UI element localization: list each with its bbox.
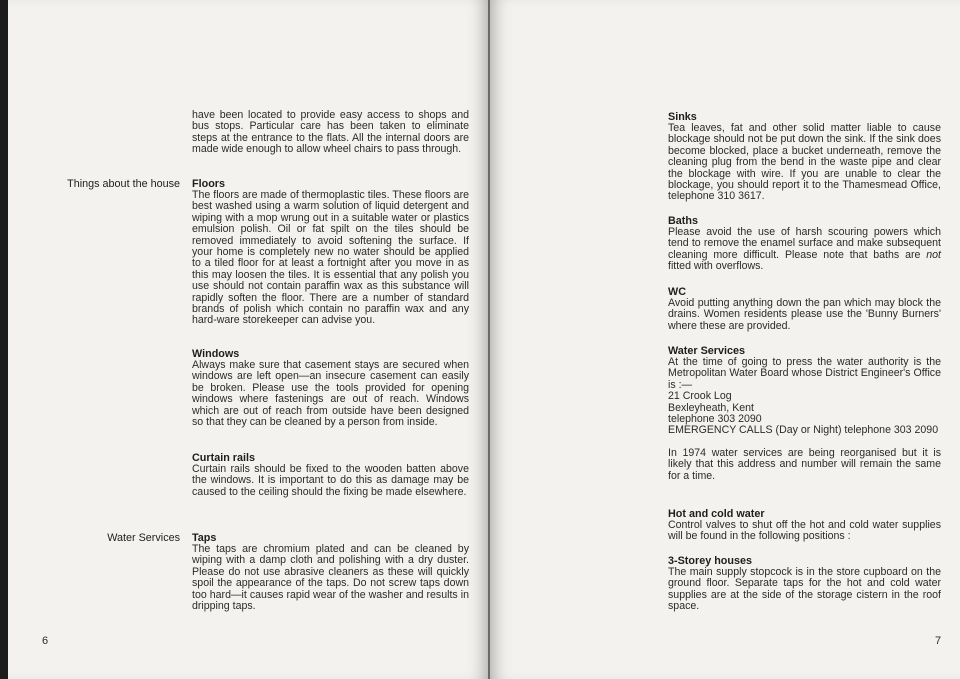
- floors-heading: Floors: [192, 178, 225, 190]
- baths-paragraph: [668, 227, 941, 273]
- windows-section: [192, 348, 469, 428]
- floors-section: [192, 178, 469, 327]
- sinks-section: [668, 111, 941, 203]
- sinks-paragraph: Tea leaves, fat and other solid matter liable to cause blockage should not be put down the sink. If the sink does become blocked, place a bucket underneath, remove the cleaning plug from the bend in the waste pipe and clear the blockage with wire. If you are unable to clear the blockage, you should report it to the Thamesmead Office, telephone 310 3617.: [668, 122, 941, 203]
- page-number-left: 6: [42, 635, 49, 647]
- right-text-column: [668, 0, 941, 679]
- left-binding-edge: [0, 0, 8, 679]
- wc-paragraph: Avoid putting anything down the pan which may block the drains. Women residents please use the 'Bunny Burners' where these are provided.: [668, 297, 941, 332]
- water-reorganisation-note: In 1974 water services are being reorganised but it is likely that this address and number will remain the same for a time.: [668, 446, 941, 482]
- emergency-calls: EMERGENCY CALLS (Day or Night) telephone 303 2090: [668, 424, 939, 437]
- windows-paragraph: Always make sure that casement stays are secured when windows are left open—an insecure casement can easily be broken. Please use the tools provided for opening windows where fastenings are out of reach. Windows which are out of reach from outside have been designed so that they can be cleaned by a person from inside.: [192, 359, 469, 429]
- taps-paragraph: The taps are chromium plated and can be cleaned by wiping with a damp cloth and polishing with a dry duster. Please do not use abrasive cleaners as these will quickly spoil the appearance of the taps. Do not screw taps down too hard—it causes rapid wear of the washer and results in dripping taps.: [192, 543, 469, 613]
- intro-section: [192, 110, 469, 156]
- water-services-paragraph: At the time of going to press the water authority is the Metropolitan Water Board whose District Engineer's Office is :—: [668, 356, 941, 391]
- hot-cold-water-paragraph: Control valves to shut off the hot and cold water supplies will be found in the following positions :: [668, 519, 941, 543]
- intro-paragraph: have been located to provide easy access to shops and bus stops. Particular care has been taken to eliminate steps at the entrance to the flats. All the internal doors are made wide enough to allow wheel chairs to pass through.: [192, 109, 469, 156]
- address-line-2: Bexleyheath, Kent: [668, 401, 754, 414]
- left-text-column: [192, 0, 469, 679]
- water-services-heading: Water Services: [668, 345, 746, 357]
- baths-text-after: fitted with overflows.: [668, 260, 764, 273]
- three-storey-section: [668, 555, 941, 613]
- curtain-rails-paragraph: Curtain rails should be fixed to the wooden batten above the windows. It is important to do this as damage may be caused to the ceiling should the fixing be made elsewhere.: [192, 463, 469, 498]
- baths-text-before: Please avoid the use of harsh scouring powers which tend to remove the enamel surface and make subsequent cleaning more difficult. Please note that baths are: [668, 226, 941, 261]
- wc-section: [668, 286, 941, 332]
- page-number-right: 7: [935, 635, 942, 647]
- taps-section: [192, 532, 469, 612]
- curtain-rails-section: [192, 452, 469, 498]
- left-page: [8, 0, 488, 679]
- wc-heading: WC: [668, 286, 686, 298]
- windows-heading: Windows: [192, 348, 240, 360]
- curtain-rails-heading: Curtain rails: [192, 452, 255, 464]
- baths-heading: Baths: [668, 215, 698, 227]
- baths-text-emphasis: not: [926, 248, 941, 261]
- three-storey-paragraph: The main supply stopcock is in the store cupboard on the ground floor. Separate taps for the hot and cold water supplies are at the side of the storage cistern in the roof space.: [668, 566, 941, 613]
- baths-section: [668, 215, 941, 273]
- sidebar-things-about-the-house: Things about the house: [67, 178, 180, 190]
- water-board-address: [668, 391, 941, 425]
- taps-heading: Taps: [192, 532, 217, 544]
- sidebar-water-services: Water Services: [107, 532, 180, 544]
- water-services-section: [668, 345, 941, 482]
- sinks-heading: Sinks: [668, 111, 697, 123]
- three-storey-heading: 3-Storey houses: [668, 555, 753, 567]
- hot-cold-water-heading: Hot and cold water: [668, 508, 765, 520]
- floors-paragraph: The floors are made of thermoplastic tiles. These floors are best washed using a warm solution of liquid detergent and wiping with a mop wrung out in a suitable water or plastics emulsion polish. Oil or fat spilt on the tiles should be removed immediately to avoid softening the surface. If your home is completely new no water should be applied to a tiled floor for at least a fortnight after you move in as this may loosen the tiles. It is essential that any polish you use should not contain paraffin wax as this substance will rapidly soften the floor. There are a number of standard brands of polish which contain no paraffin wax and any hard-ware storekeeper can advise you.: [192, 189, 469, 327]
- right-page: [490, 0, 960, 679]
- hot-cold-water-section: [668, 508, 941, 543]
- address-telephone: telephone 303 2090: [668, 413, 762, 426]
- address-line-1: 21 Crook Log: [668, 390, 732, 403]
